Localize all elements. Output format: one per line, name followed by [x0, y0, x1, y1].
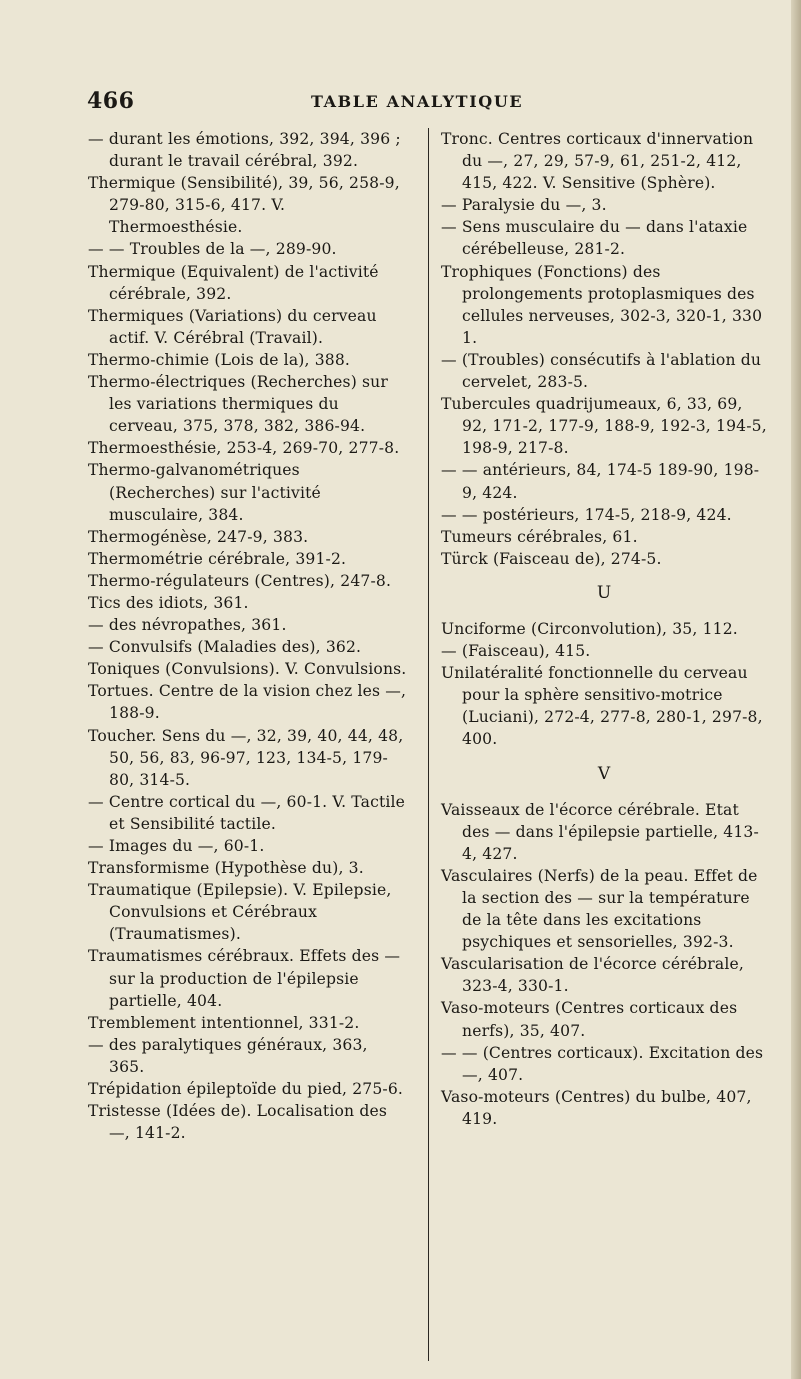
index-entry: — Images du —, 60-1. [88, 837, 265, 855]
index-entry: Thermo-électriques (Recherches) sur les variations thermiques du cerveau, 375, 378, 382, 386-94. [88, 373, 388, 436]
page-edge [791, 0, 801, 1379]
index-entry: Vaso-moteurs (Centres corticaux des nerfs), 35, 407. [441, 999, 738, 1040]
index-entry: Tronc. Centres corticaux d'innervation du —, 27, 29, 57-9, 61, 251-2, 412, 415, 422. V. Sensitive (Sphère). [441, 130, 754, 193]
index-entry: Thermogénèse, 247-9, 383. [88, 527, 309, 546]
index-entry: Tubercules quadrijumeaux, 6, 33, 69, 92, 171-2, 177-9, 188-9, 192-3, 194-5, 198-9, 217-8. [441, 395, 767, 458]
page-number: 466 [87, 88, 135, 114]
index-entry: Thermique (Sensibilité), 39, 56, 258-9, 279-80, 315-6, 417. V. Thermoesthésie. [88, 174, 400, 237]
index-entry: — — (Centres corticaux). Excitation des —, 407. [441, 1043, 764, 1084]
index-entry: — Paralysie du —, 3. [441, 196, 607, 215]
index-entry: — (Troubles) consécutifs à l'ablation du cervelet, 283-5. [441, 350, 762, 392]
index-entry: Vasculaires (Nerfs) de la peau. Effet de la section des — sur la température de la tête dans les excitations psychiques et sensorielles, 392-3. [441, 866, 758, 952]
index-entry: Unciforme (Circonvolution), 35, 112. [441, 619, 738, 638]
index-entry: — Convulsifs (Maladies des), 362. [88, 638, 362, 657]
index-entry: — Sens musculaire du — dans l'ataxie cérébelleuse, 281-2. [441, 218, 748, 259]
index-entry: Unilatéralité fonctionnelle du cerveau pour la sphère sensitivo-motrice (Luciani), 272-4, 277-8, 280-1, 297-8, 400. [441, 664, 763, 749]
index-entry: Thermo-régulateurs (Centres), 247-8. [88, 571, 392, 590]
index-entry: — durant les émotions, 392, 394, 396 ; durant le travail cérébral, 392. [88, 130, 401, 171]
index-entry: Türck (Faisceau de), 274-5. [441, 549, 662, 568]
index-entry: Toucher. Sens du —, 32, 39, 40, 44, 48, 50, 56, 83, 96-97, 123, 134-5, 179-80, 314-5. [88, 726, 404, 789]
index-entry: Thermométrie cérébrale, 391-2. [88, 549, 347, 568]
index-entry: Trophiques (Fonctions) des prolongements protoplasmiques des cellules nerveuses, 302-3, 320-1, 330 1. [441, 262, 763, 347]
index-entry: — des paralytiques généraux, 363, 365. [88, 1035, 368, 1076]
index-entry: — — Troubles de la —, 289-90. [88, 240, 337, 259]
index-entry: Thermoesthésie, 253-4, 269-70, 277-8. [88, 439, 400, 458]
index-entry: Vaso-moteurs (Centres) du bulbe, 407, 419. [441, 1087, 752, 1128]
index-entry: — — antérieurs, 84, 174-5 189-90, 198-9, 424. [441, 461, 760, 502]
index-entry: Tics des idiots, 361. [88, 593, 249, 612]
index-entry: Thermiques (Variations) du cerveau actif. V. Cérébral (Travail). [88, 306, 377, 347]
index-entry: Tumeurs cérébrales, 61. [441, 527, 638, 546]
index-entry: — Centre cortical du —, 60-1. V. Tactile et Sensibilité tactile. [88, 792, 406, 833]
left-column [88, 128, 408, 1144]
index-entry: — (Faisceau), 415. [441, 642, 591, 661]
index-entry: Thermique (Equivalent) de l'activité cérébrale, 392. [88, 262, 379, 303]
running-title: TABLE ANALYTIQUE [311, 92, 524, 111]
index-entry: Trépidation épileptoïde du pied, 275-6. [88, 1080, 404, 1099]
index-entry: Toniques (Convulsions). V. Convulsions. [88, 660, 407, 679]
section-heading-u: U [596, 582, 612, 603]
page-header [87, 88, 727, 118]
section-heading-v: V [597, 763, 611, 784]
index-entry: Tristesse (Idées de). Localisation des —, 141-2. [88, 1102, 387, 1143]
index-entry: Thermo-chimie (Lois de la), 388. [88, 350, 351, 369]
index-entry: Vaisseaux de l'écorce cérébrale. Etat des — dans l'épilepsie partielle, 413-4, 427. [441, 800, 759, 863]
index-entry: Tremblement intentionnel, 331-2. [88, 1013, 360, 1032]
index-entry: — des névropathes, 361. [88, 616, 287, 635]
index-entry: — — postérieurs, 174-5, 218-9, 424. [441, 505, 732, 524]
index-entry: Traumatique (Epilepsie). V. Epilepsie, Convulsions et Cérébraux (Traumatismes). [88, 881, 392, 944]
index-entry: Traumatismes cérébraux. Effets des — sur la production de l'épilepsie partielle, 404. [88, 947, 401, 1010]
index-entry: Transformisme (Hypothèse du), 3. [88, 859, 364, 878]
right-column [441, 128, 767, 1130]
index-entry: Thermo-galvanométriques (Recherches) sur l'activité musculaire, 384. [88, 461, 321, 524]
index-entry: Tortues. Centre de la vision chez les —, 188-9. [88, 682, 407, 723]
column-divider [428, 128, 429, 1361]
index-entry: Vascularisation de l'écorce cérébrale, 323-4, 330-1. [441, 955, 744, 996]
